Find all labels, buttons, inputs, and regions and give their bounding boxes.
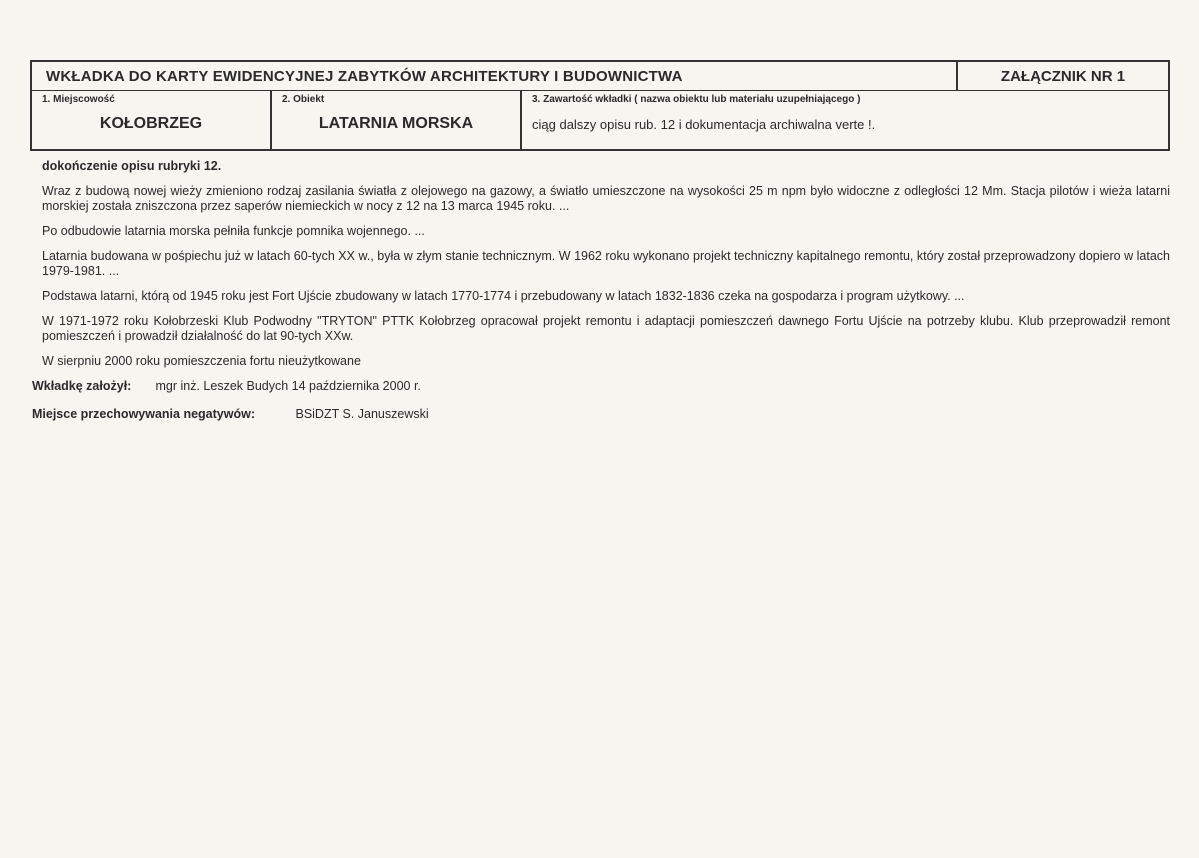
document-sheet	[30, 60, 1170, 421]
contents-label: 3. Zawartość wkładki ( nazwa obiektu lub materiału uzupełniającego )	[532, 94, 861, 105]
body-text	[30, 159, 1170, 369]
form-title: WKŁADKA DO KARTY EWIDENCYJNEJ ZABYTKÓW ARCHITEKTURY I BUDOWNICTWA	[32, 62, 958, 90]
place-label: 1. Miejscowość	[42, 94, 115, 105]
object-label: 2. Obiekt	[282, 94, 325, 105]
paragraph: Wraz z budową nowej wieży zmieniono rodzaj zasilania światła z olejowego na gazowy, a światło umieszczone na wysokości 25 m npm było widoczne z odległości 12 Mm. Stacja pilotów i wieża latarni morskiej została zniszczona przez saperów niemieckich w nocy z 12 na 13 marca 1945 roku. ...	[42, 184, 1170, 213]
annex-label: ZAŁĄCZNIK NR 1	[1000, 67, 1126, 85]
author-line	[32, 379, 1170, 393]
header-row	[30, 60, 1170, 91]
place-value: KOŁOBRZEG	[99, 115, 203, 132]
section-title: dokończenie opisu rubryki 12.	[42, 159, 222, 173]
paragraph: Latarnia budowana w pośpiechu już w latach 60-tych XX w., była w złym stanie technicznym. W 1962 roku wykonano projekt techniczny kapitalnego remontu, który został przeprowadzony dopiero w latach 1979-1981. ...	[42, 249, 1170, 278]
object-value: LATARNIA MORSKA	[318, 115, 474, 132]
paragraph: W sierpniu 2000 roku pomieszczenia fortu nieużytkowane	[42, 354, 361, 368]
paragraph: W 1971-1972 roku Kołobrzeski Klub Podwodny "TRYTON" PTTK Kołobrzeg opracował projekt remontu i adaptacji pomieszczeń dawnego Fortu Ujście na potrzeby klubu. Klub przeprowadził remont pomieszczeń i prowadził działalność do lat 90-tych XXw.	[42, 314, 1170, 343]
contents-value: ciąg dalszy opisu rub. 12 i dokumentacja archiwalna verte !.	[532, 117, 876, 132]
place-field	[32, 91, 272, 149]
paragraph: Po odbudowie latarnia morska pełniła funkcje pomnika wojennego. ...	[42, 224, 425, 238]
paragraph: Podstawa latarni, którą od 1945 roku jest Fort Ujście zbudowany w latach 1770-1774 i przebudowany w latach 1832-1836 czeka na gospodarza i program użytkowy. ...	[42, 289, 965, 303]
storage-line	[32, 407, 1170, 421]
storage-value: BSiDZT S. Januszewski	[295, 407, 429, 421]
fields-row	[30, 91, 1170, 151]
author-label: Wkładkę założył:	[32, 379, 132, 393]
author-value: mgr inż. Leszek Budych 14 października 2000 r.	[155, 379, 421, 393]
object-field	[272, 91, 522, 149]
storage-label: Miejsce przechowywania negatywów:	[32, 407, 255, 421]
contents-field	[522, 91, 1168, 149]
